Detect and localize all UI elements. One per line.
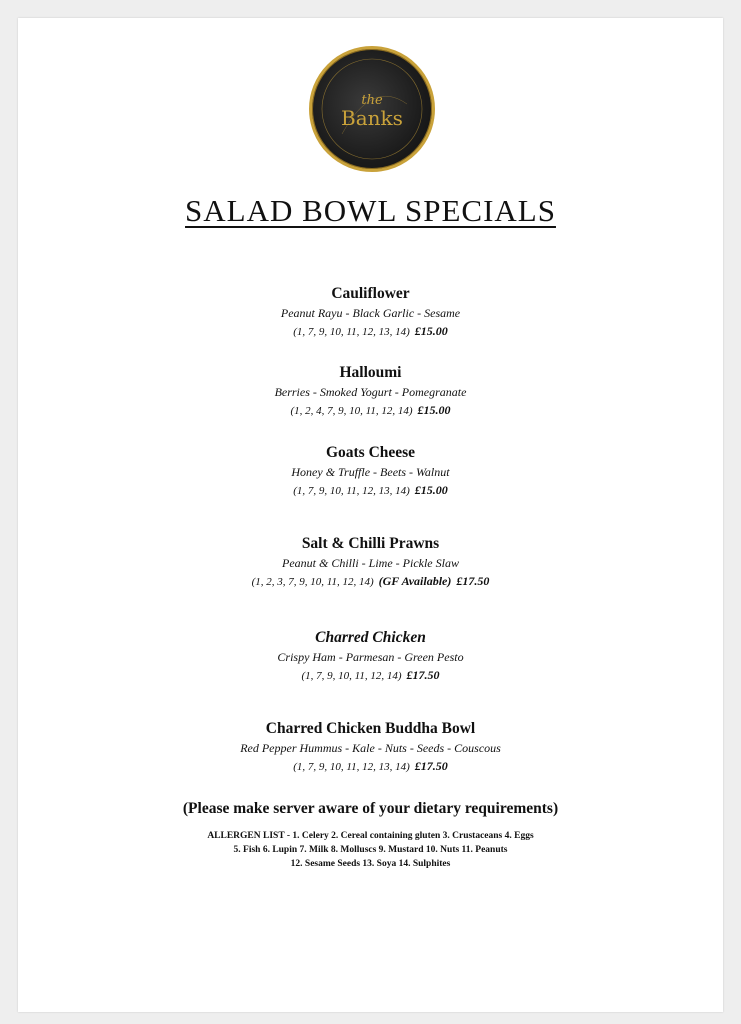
item-description: Peanut Rayu - Black Garlic - Sesame bbox=[280, 306, 461, 320]
item-price: £17.50 bbox=[406, 668, 440, 682]
item-allergens: (1, 7, 9, 10, 11, 12, 13, 14) bbox=[293, 761, 410, 773]
item-price: £17.50 bbox=[414, 759, 448, 773]
item-price: £15.00 bbox=[414, 324, 448, 338]
item-description: Red Pepper Hummus - Kale - Nuts - Seeds - Couscous bbox=[240, 741, 501, 755]
menu-item-goats-cheese bbox=[18, 443, 723, 500]
logo-graphic bbox=[312, 49, 432, 169]
menu-page bbox=[18, 18, 723, 1012]
dietary-notice: (Please make server aware of your dietary requirements) bbox=[182, 800, 559, 817]
item-description: Peanut & Chilli - Lime - Pickle Slaw bbox=[282, 556, 459, 570]
item-meta bbox=[18, 401, 723, 420]
item-name: Halloumi bbox=[339, 364, 402, 381]
item-meta bbox=[18, 757, 723, 776]
allergen-line-1: ALLERGEN LIST - 1. Celery 2. Cereal containing gluten 3. Crustaceans 4. Eggs bbox=[207, 831, 534, 841]
item-name: Charred Chicken Buddha Bowl bbox=[265, 720, 476, 737]
menu-item-charred-chicken-buddha-bowl bbox=[18, 719, 723, 776]
item-name: Charred Chicken bbox=[315, 629, 426, 646]
menu-item-salt-chilli-prawns bbox=[18, 534, 723, 591]
svg-text:Banks: Banks bbox=[341, 106, 403, 130]
svg-text:the: the bbox=[361, 93, 383, 108]
page-title bbox=[18, 193, 723, 229]
item-description: Berries - Smoked Yogurt - Pomegranate bbox=[274, 385, 467, 399]
item-name: Salt & Chilli Prawns bbox=[301, 535, 440, 552]
page-title-text: SALAD BOWL SPECIALS bbox=[185, 193, 556, 228]
menu-item-halloumi bbox=[18, 363, 723, 420]
allergen-line-3: 12. Sesame Seeds 13. Soya 14. Sulphites bbox=[290, 859, 451, 869]
item-allergens: (1, 2, 3, 7, 9, 10, 11, 12, 14) bbox=[251, 576, 374, 588]
allergen-list bbox=[18, 829, 723, 871]
allergen-line-2: 5. Fish 6. Lupin 7. Milk 8. Molluscs 9. Mustard 10. Nuts 11. Peanuts bbox=[233, 845, 508, 855]
item-price: £15.00 bbox=[417, 403, 451, 417]
item-name: Cauliflower bbox=[331, 285, 410, 302]
item-price: £15.00 bbox=[414, 483, 448, 497]
item-meta bbox=[18, 481, 723, 500]
item-gf-available: (GF Available) bbox=[378, 574, 452, 588]
item-name: Goats Cheese bbox=[325, 444, 416, 461]
menu-item-cauliflower bbox=[18, 284, 723, 341]
item-description: Crispy Ham - Parmesan - Green Pesto bbox=[277, 650, 464, 664]
the-banks-logo bbox=[309, 46, 435, 172]
item-allergens: (1, 7, 9, 10, 11, 12, 13, 14) bbox=[293, 485, 410, 497]
item-price: £17.50 bbox=[456, 574, 490, 588]
item-meta bbox=[18, 666, 723, 685]
item-meta bbox=[18, 572, 723, 591]
item-description: Honey & Truffle - Beets - Walnut bbox=[291, 465, 450, 479]
item-allergens: (1, 2, 4, 7, 9, 10, 11, 12, 14) bbox=[290, 405, 413, 417]
item-allergens: (1, 7, 9, 10, 11, 12, 13, 14) bbox=[293, 326, 410, 338]
item-allergens: (1, 7, 9, 10, 11, 12, 14) bbox=[301, 670, 402, 682]
item-meta bbox=[18, 322, 723, 341]
menu-item-charred-chicken bbox=[18, 628, 723, 685]
